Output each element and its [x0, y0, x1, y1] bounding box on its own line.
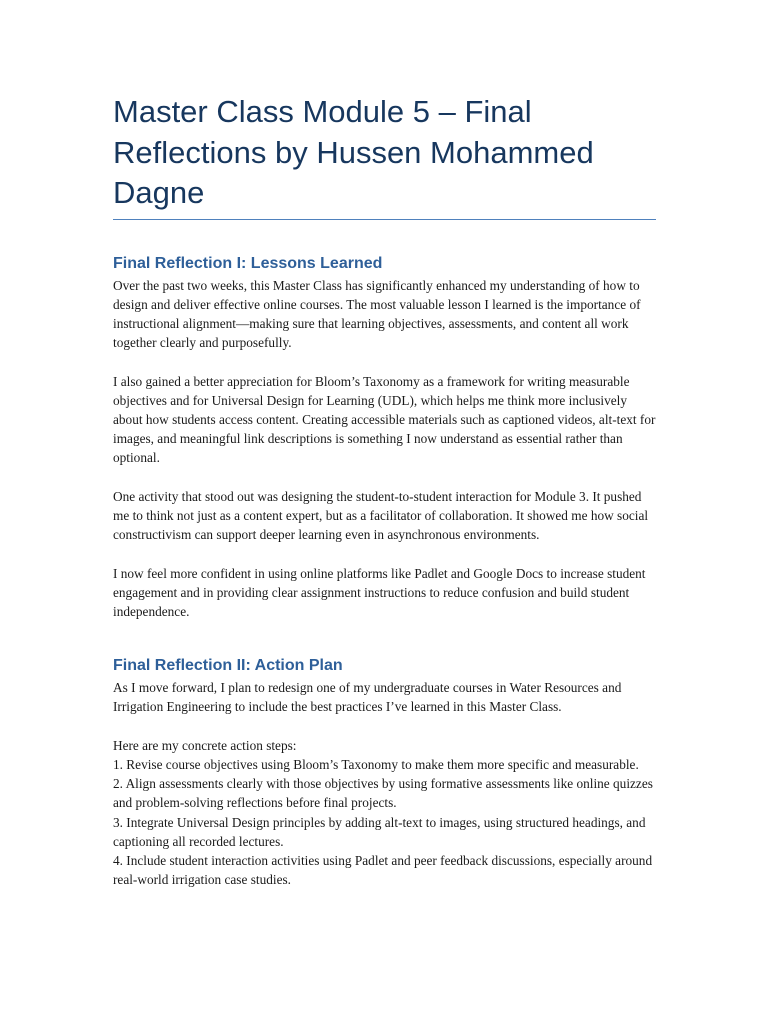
title-divider: [113, 219, 656, 220]
paragraph: Over the past two weeks, this Master Class has significantly enhanced my understanding of how to design and deliver effective online courses. The most valuable lesson I learned is the importance of instructional alignment—making sure that learning objectives, assessments, and content all work together clearly and purposefully.: [113, 277, 641, 351]
section-heading: Final Reflection I: Lessons Learned: [113, 254, 383, 272]
document-title: Master Class Module 5 – Final Reflections by Hussen Mohammed Dagne: [113, 94, 594, 210]
section-heading: Final Reflection II: Action Plan: [113, 657, 343, 675]
document-page: [113, 92, 656, 889]
steps-intro: Here are my concrete action steps:: [113, 737, 297, 753]
paragraph: I now feel more confident in using online platforms like Padlet and Google Docs to increase student engagement and in providing clear assignment instructions to reduce confusion and build student independence.: [113, 565, 646, 619]
section-lessons-learned: [113, 253, 656, 622]
paragraph: One activity that stood out was designing the student-to-student interaction for Module 3. It pushed me to think not just as a content expert, but as a facilitator of collaboration. It showed me how social constructivism can support deeper learning even in asynchronous environments.: [113, 488, 649, 543]
action-step: 2. Align assessments clearly with those objectives by using formative assessments like online quizzes and problem-solving reflections before final projects.: [113, 776, 653, 811]
paragraph: I also gained a better appreciation for Bloom’s Taxonomy as a framework for writing measurable objectives and for Universal Design for Learning (UDL), which helps me think more inclusively about how students access content. Creating accessible materials such as captioned videos, alt-text for images, and meaningful link descriptions is something I now understand as essential rather than optional.: [113, 373, 656, 466]
action-step: 1. Revise course objectives using Bloom’s Taxonomy to make them more specific and measurable.: [113, 756, 639, 772]
paragraph: As I move forward, I plan to redesign one of my undergraduate courses in Water Resources and Irrigation Engineering to include the best practices I’ve learned in this Master Class.: [113, 680, 622, 715]
section-action-plan: [113, 655, 656, 889]
action-step: 4. Include student interaction activities using Padlet and peer feedback discussions, especially around real-world irrigation case studies.: [113, 852, 653, 888]
action-step: 3. Integrate Universal Design principles by adding alt-text to images, using structured headings, and captioning all recorded lectures.: [113, 814, 646, 849]
